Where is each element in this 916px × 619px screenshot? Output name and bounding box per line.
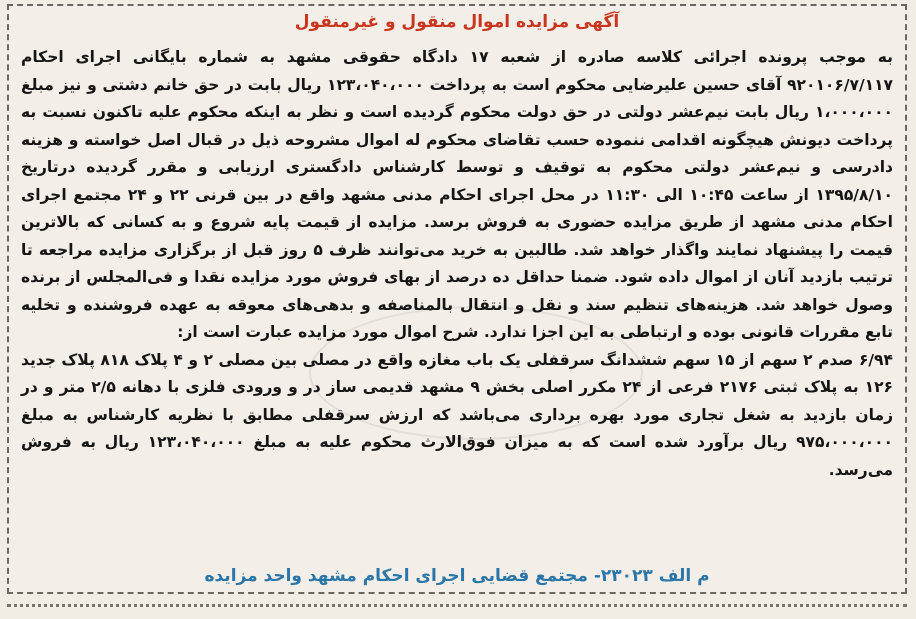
ad-body — [21, 44, 893, 484]
divider — [7, 604, 907, 607]
ad-body-text: به موجب پرونده اجرائی کلاسه صادره از شعبه ۱۷ دادگاه حقوقی مشهد به شماره بایگانی اجرای احکام ۹۲۰۱۰۶/۷/۱۱۷ آقای حسین علیرضایی محکوم است به پرداخت ۱۲۳،۰۴۰،۰۰۰ ریال بابت در حق خانم دشتی و نیز مبلغ ۱،۰۰۰،۰۰۰ ریال بابت نیم‌عشر دولتی در حق دولت محکوم گردیده است و نظر به اینکه محکوم علیه تاکنون نسبت به پرداخت دیونش هیچگونه اقدامی ننموده حسب تقاضای محکوم له اموال مشروحه ذیل در قبال اصل خواسته و هزینه دادرسی و نیم‌عشر دولتی محکوم به توقیف و توسط کارشناس دادگستری ارزیابی و مقرر گردیده درتاریخ ۱۳۹۵/۸/۱۰ از ساعت ۱۰:۴۵ الی ۱۱:۳۰ در محل اجرای احکام مدنی مشهد واقع در بین قرنی ۲۲ و ۲۴ مجتمع اجرای احکام مدنی مشهد از طریق مزایده حضوری به فروش برسد. مزایده از قیمت پایه شروع و به کسانی که بالاترین قیمت را پیشنهاد نمایند واگذار خواهد شد. طالبین به خرید می‌توانند ظرف ۵ روز قبل از برگزاری مزایده مراجعه تا ترتیب بازدید آنان از اموال داده شود. ضمنا حداقل ده درصد از بهای فروش مورد مزایده نقدا و فی‌المجلس از برنده وصول خواهد شد. هزینه‌های تنظیم سند و نقل و انتقال بالمناصفه و بدهی‌های معوقه به عهده فروشنده و تخلیه تابع مقررات قانونی بوده و ارتباطی به این اجزا ندارد. شرح اموال مورد مزایده عبارت است از: — [21, 48, 894, 341]
ad-title: آگهی مزایده اموال منقول و غیرمنقول — [294, 12, 620, 32]
ad-frame — [7, 4, 907, 594]
ad-footer: م الف ۲۳۰۲۳- مجتمع قضایی اجرای احکام مشهد واحد مزایده — [204, 566, 710, 586]
property-description: ۶/۹۴ صدم ۲ سهم از ۱۵ سهم ششدانگ سرقفلی یک باب مغازه واقع در مصلی بین مصلی ۲ و ۴ پلاک ۸۱۸ پلاک جدید ۱۲۶ به پلاک ثبتی ۲۱۷۶ فرعی از ۲۴ مکرر اصلی بخش ۹ مشهد قدیمی ساز در و ورودی فلزی با دهانه ۲/۵ متر و در زمان بازدید به شغل تجاری مورد بهره برداری می‌باشد که ارزش سرقفلی مطابق با نظریه کارشناس به مبلغ ۹۷۵،۰۰۰،۰۰۰ ریال برآورد شده است که به میزان فوق‌الارث محکوم علیه به مبلغ ۱۲۳،۰۴۰،۰۰۰ ریال به فروش می‌رسد. — [21, 350, 893, 479]
